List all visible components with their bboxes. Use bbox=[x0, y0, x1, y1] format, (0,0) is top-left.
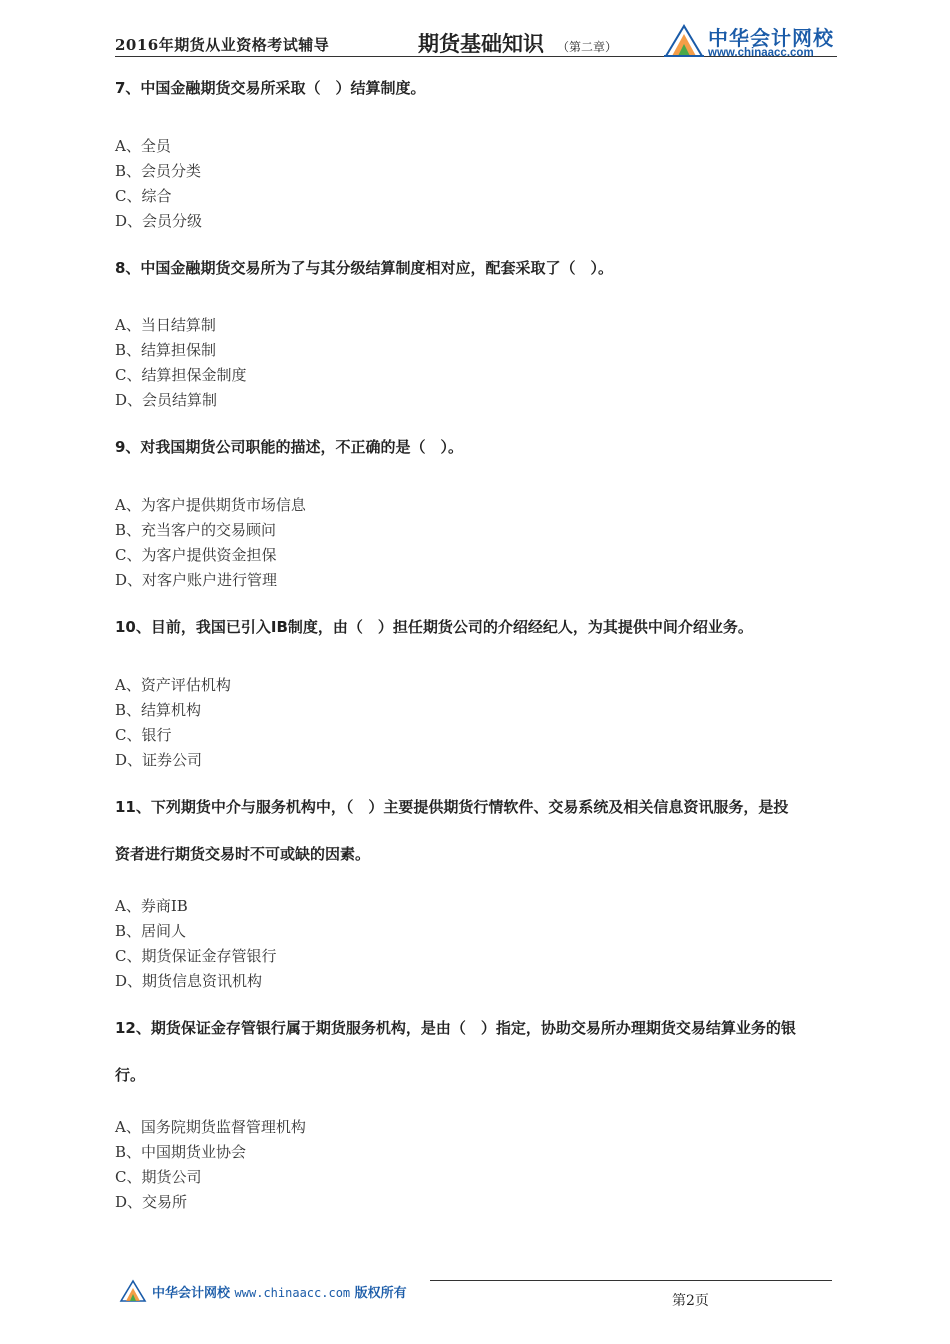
footer-brand-name: 中华会计网校 bbox=[152, 1286, 231, 1301]
footer-url[interactable]: www.chinaacc.com bbox=[234, 1286, 351, 1300]
question-12-options bbox=[115, 1115, 306, 1215]
option: A、为客户提供期货市场信息 bbox=[115, 496, 306, 514]
question-12-stem: 12、期货保证金存管银行属于期货服务机构，是由（ ）指定，协助交易所办理期货交易结算业务的银 行。 bbox=[115, 1019, 796, 1084]
option: D、会员结算制 bbox=[115, 391, 218, 409]
option: C、期货保证金存管银行 bbox=[115, 947, 277, 965]
option: C、为客户提供资金担保 bbox=[115, 546, 277, 564]
option: A、资产评估机构 bbox=[115, 676, 231, 694]
logo-url: www.chinaacc.com bbox=[708, 47, 814, 59]
question-7-stem: 7、中国金融期货交易所采取（ ）结算制度。 bbox=[115, 79, 426, 97]
question-8-options bbox=[115, 313, 246, 413]
question-11-options bbox=[115, 894, 276, 994]
exam-label: 2016年期货从业资格考试辅导 bbox=[115, 36, 330, 54]
footer-brand[interactable] bbox=[118, 1278, 448, 1304]
option: C、期货公司 bbox=[115, 1168, 202, 1186]
logo-name: 中华会计网校 bbox=[708, 26, 834, 50]
page-number: 第2页 bbox=[672, 1293, 709, 1309]
chinaacc-logo[interactable] bbox=[662, 22, 842, 62]
chapter-label: （第二章） bbox=[557, 40, 618, 54]
option: D、对客户账户进行管理 bbox=[115, 571, 278, 589]
option: A、全员 bbox=[115, 137, 171, 155]
option: B、居间人 bbox=[115, 922, 187, 940]
question-8-stem: 8、中国金融期货交易所为了与其分级结算制度相对应，配套采取了（ ）。 bbox=[115, 259, 613, 277]
option: B、结算担保制 bbox=[115, 341, 217, 359]
subject-title: 期货基础知识 bbox=[418, 32, 544, 56]
question-11-stem: 11、下列期货中介与服务机构中，（ ）主要提供期货行情软件、交易系统及相关信息资讯服务，是投 资者进行期货交易时不可或缺的因素。 bbox=[115, 798, 789, 863]
option: A、当日结算制 bbox=[115, 316, 216, 334]
footer-rights: 版权所有 bbox=[354, 1286, 407, 1301]
footer-logo-icon bbox=[118, 1278, 148, 1304]
option: B、中国期货业协会 bbox=[115, 1143, 247, 1161]
question-10-stem: 10、目前，我国已引入IB制度，由（ ）担任期货公司的介绍经纪人，为其提供中间介绍业务。 bbox=[115, 618, 753, 636]
option: B、充当客户的交易顾问 bbox=[115, 521, 277, 539]
option: C、银行 bbox=[115, 726, 172, 744]
option: C、结算担保金制度 bbox=[115, 366, 247, 384]
option: A、国务院期货监督管理机构 bbox=[115, 1118, 306, 1136]
question-9-stem: 9、对我国期货公司职能的描述，不正确的是（ ）。 bbox=[115, 438, 463, 456]
option: C、综合 bbox=[115, 187, 172, 205]
footer-rule bbox=[430, 1280, 832, 1281]
option: D、交易所 bbox=[115, 1193, 188, 1211]
option: D、期货信息资讯机构 bbox=[115, 972, 263, 990]
option: B、结算机构 bbox=[115, 701, 202, 719]
question-7-options bbox=[115, 134, 202, 234]
question-9-options bbox=[115, 493, 306, 593]
option: A、券商IB bbox=[115, 897, 188, 915]
option: B、会员分类 bbox=[115, 162, 202, 180]
option: D、会员分级 bbox=[115, 212, 203, 230]
question-10-options bbox=[115, 673, 231, 773]
logo-mark-icon bbox=[662, 22, 706, 60]
option: D、证券公司 bbox=[115, 751, 203, 769]
